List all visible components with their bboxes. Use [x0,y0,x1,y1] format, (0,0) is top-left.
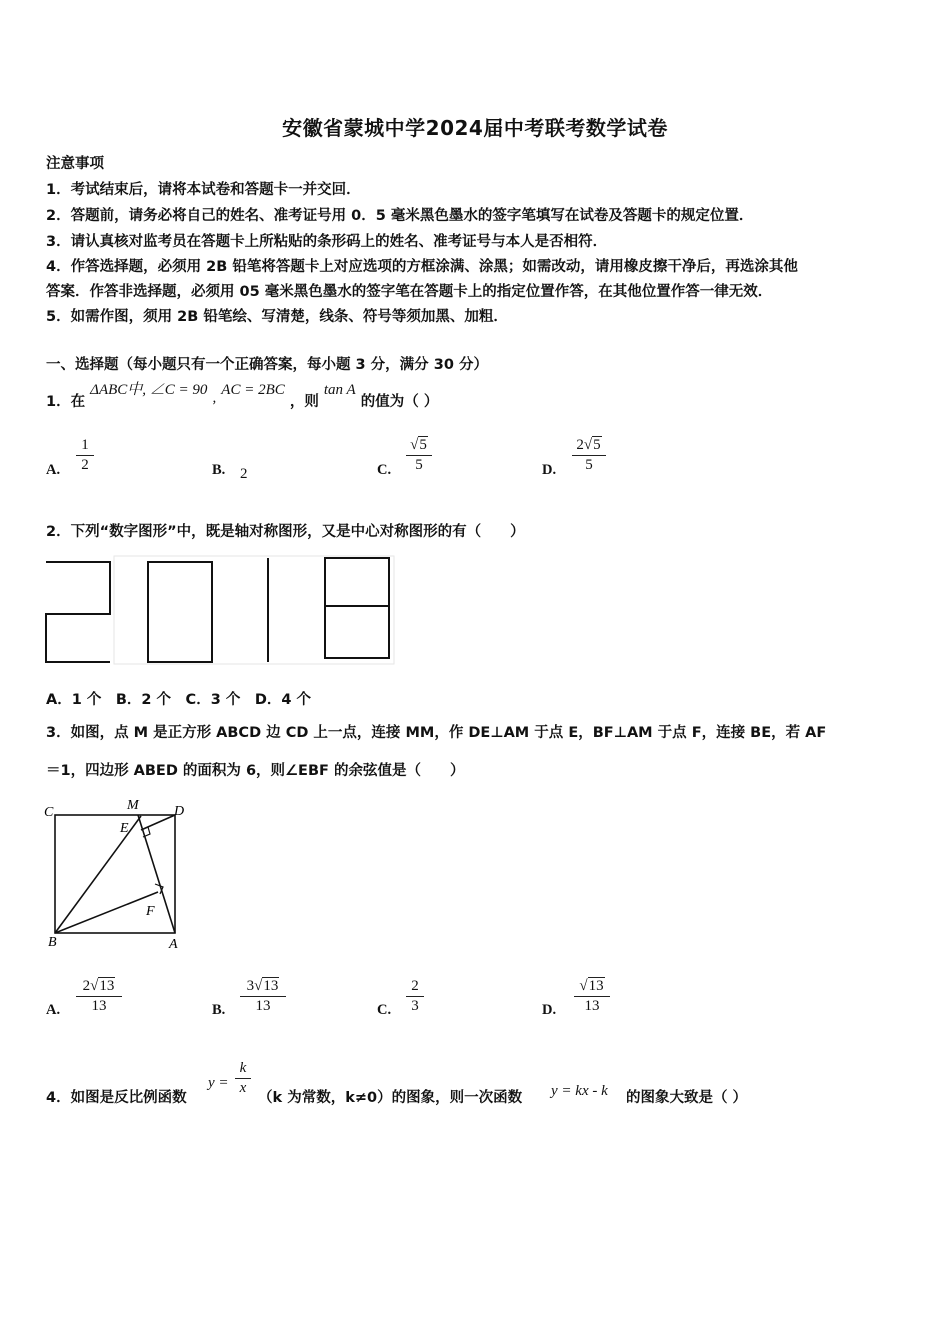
q1-option-a-fraction: 1 2 [76,437,94,474]
label-d: D [174,804,185,819]
question-3-line-2: ＝1，四边形 ABED 的面积为 6，则∠EBF 的余弦值是（ ） [46,763,465,779]
q1-option-d-fraction: 2√5 5 [572,437,606,474]
q3-option-a-fraction: 2√13 13 [76,978,122,1015]
label-e: E [120,821,129,836]
question-4-suffix: 的图象大致是（ ） [626,1090,748,1106]
digit-2-shape [46,562,110,662]
q1-function: tan A [323,382,356,398]
notice-item-4: 4．作答选择题，必须用 2B 铅笔将答题卡上对应选项的方框涂满、涂黑；如需改动，请用橡皮擦干净后，再选涂其他 [46,259,798,275]
q3-option-d-fraction: √13 13 [574,978,610,1015]
q1-option-b-value: 2 [240,466,248,482]
page-title: 安徽省蒙城中学2024届中考联考数学试卷 [282,116,668,140]
q3-option-c-label: C. [377,1002,392,1018]
q4-linear-function: y = kx - k [551,1083,608,1099]
question-2: 2．下列“数字图形”中，既是轴对称图形，又是中心对称图形的有（ ） [46,524,525,540]
q3-option-c-fraction: 2 3 [406,978,424,1015]
segment-de [141,815,175,830]
digit-0-shape [148,562,212,662]
notice-heading: 注意事项 [46,156,104,172]
segment-am [138,815,175,933]
q1-option-c-label: C. [377,462,392,478]
q1-condition-2: AC = 2BC [221,382,285,398]
label-b: B [48,935,57,950]
q3-geometry-figure [40,794,200,956]
label-f: F [146,904,155,919]
label-a: A [169,937,178,952]
notice-item-3: 3．请认真核对监考员在答题卡上所粘贴的条形码上的姓名、准考证号与本人是否相符． [46,234,608,250]
question-4-prefix: 4．如图是反比例函数 [46,1090,187,1106]
figure-border [114,556,394,664]
question-1: 1．在 ΔABC中, ∠C = 90 , AC = 2BC ，则 tan A 的值为（ ） [46,382,439,410]
label-m: M [127,798,139,813]
notice-item-1: 1．考试结束后，请将本试卷和答题卡一并交回． [46,182,361,198]
q1-option-b-label: B. [212,462,226,478]
notice-item-4-cont: 答案．作答非选择题，必须用 05 毫米黑色墨水的签字笔在答题卡上的指定位置作答，在其他位置作答一律无效． [46,284,773,300]
notice-item-2: 2．答题前，请务必将自己的姓名、准考证号用 0．5 毫米黑色墨水的签字笔填写在试卷及答题卡的规定位置． [46,208,754,224]
q3-option-b-label: B. [212,1002,226,1018]
q2-options: A．1 个 B．2 个 C．3 个 D．4 个 [46,692,311,708]
notice-item-5: 5．如需作图，须用 2B 铅笔绘、写清楚，线条、符号等须加黑、加粗． [46,309,508,325]
digit-8-shape [325,558,389,658]
question-4-mid: （k 为常数，k≠0）的图象，则一次函数 [258,1090,523,1106]
q2-digit-figures [44,554,396,668]
q3-option-b-fraction: 3√13 13 [240,978,286,1015]
q4-y-equals: y = [208,1075,229,1091]
q1-option-a-label: A. [46,462,61,478]
label-c: C [44,805,54,820]
section-heading: 一、选择题（每小题只有一个正确答案，每小题 3 分，满分 30 分） [46,357,488,373]
q3-option-a-label: A. [46,1002,61,1018]
q1-option-c-fraction: √5 5 [406,437,432,474]
q4-k-over-x: k x [235,1060,251,1097]
q3-option-d-label: D. [542,1002,557,1018]
question-3-line-1: 3．如图，点 M 是正方形 ABCD 边 CD 上一点，连接 MM，作 DE⊥AM 于点 E，BF⊥AM 于点 F，连接 BE，若 AF [46,725,827,741]
q1-condition-1: ΔABC中, ∠C = 90 [90,382,208,398]
q1-option-d-label: D. [542,462,557,478]
